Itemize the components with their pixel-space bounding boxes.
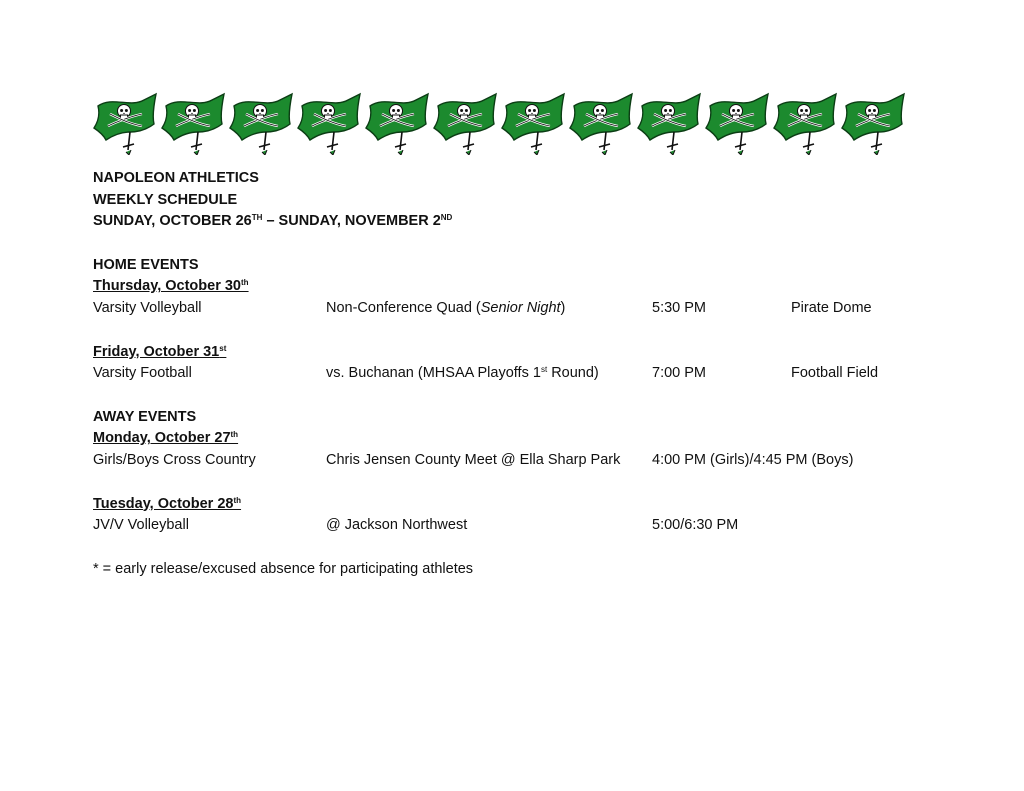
header-title: NAPOLEON ATHLETICS [93,170,259,186]
away-event-row-2 [93,515,953,537]
event-sport: Varsity Volleyball [93,299,202,316]
pirate-flag-icon [92,92,159,155]
event-sport: Varsity Football [93,365,192,382]
range-start: SUNDAY, OCTOBER 26 [93,213,252,230]
away-day-2-date-sup: th [233,495,242,505]
schedule-document [93,168,953,580]
range-end: SUNDAY, NOVEMBER 2 [278,213,441,230]
pirate-flag-icon [364,92,431,155]
pirate-flag-icon [704,92,771,155]
event-opponent-sup: st [540,364,548,374]
event-opponent-pre: vs. Buchanan (MHSAA Playoffs 1 [326,365,541,382]
range-end-sup: ND [440,213,453,222]
pirate-flag-icon [772,92,839,155]
away-day-1-date-sup: th [230,430,239,440]
event-location: Pirate Dome [791,299,872,316]
event-opponent-post: Round) [547,365,599,382]
pirate-flag-icon [636,92,703,155]
pirate-flag-icon [228,92,295,155]
event-time: 5:30 PM [652,299,706,316]
event-opponent: @ Jackson Northwest [326,517,468,534]
event-opponent [326,363,652,385]
header-subtitle: WEEKLY SCHEDULE [93,191,238,208]
pirate-flag-icon [840,92,907,155]
away-events-heading: AWAY EVENTS [93,408,197,425]
date-range [93,211,953,233]
home-day-2-date-text: Friday, October 31 [93,343,220,360]
home-day-2-date-sup: st [219,343,227,353]
event-location: Football Field [791,365,879,382]
footnote: * = early release/excused absence for participating athletes [93,560,474,577]
away-event-row-1 [93,450,953,472]
away-day-1-date [93,428,953,450]
away-day-2-date-text: Tuesday, October 28 [93,495,234,512]
pirate-flag-icon [296,92,363,155]
event-opponent [326,298,652,320]
pirate-flag-icon [160,92,227,155]
event-opponent: Chris Jensen County Meet @ Ella Sharp Park [326,451,621,468]
event-time: 5:00/6:30 PM [652,517,739,534]
pirate-flag-icon [500,92,567,155]
event-opponent-italic: Senior Night [480,299,561,316]
event-opponent-post: ) [560,299,566,316]
range-separator: – [262,213,279,230]
home-day-1-date-sup: th [241,278,249,288]
home-day-1-date-text: Thursday, October 30 [93,278,241,295]
pirate-flag-icon [568,92,635,155]
home-events-heading: HOME EVENTS [93,256,199,273]
event-sport: JV/V Volleyball [93,517,189,534]
event-sport: Girls/Boys Cross Country [93,451,256,468]
home-event-row-1 [93,298,953,320]
flag-banner [92,92,907,155]
home-day-2-date [93,342,953,364]
away-day-2-date [93,494,953,516]
event-time: 4:00 PM (Girls)/4:45 PM (Boys) [652,451,854,468]
home-event-row-2 [93,363,953,385]
event-time: 7:00 PM [652,365,706,382]
event-opponent-pre: Non-Conference Quad ( [326,299,481,316]
away-day-1-date-text: Monday, October 27 [93,430,231,447]
pirate-flag-icon [432,92,499,155]
range-start-sup: TH [251,213,263,222]
home-day-1-date [93,276,953,298]
